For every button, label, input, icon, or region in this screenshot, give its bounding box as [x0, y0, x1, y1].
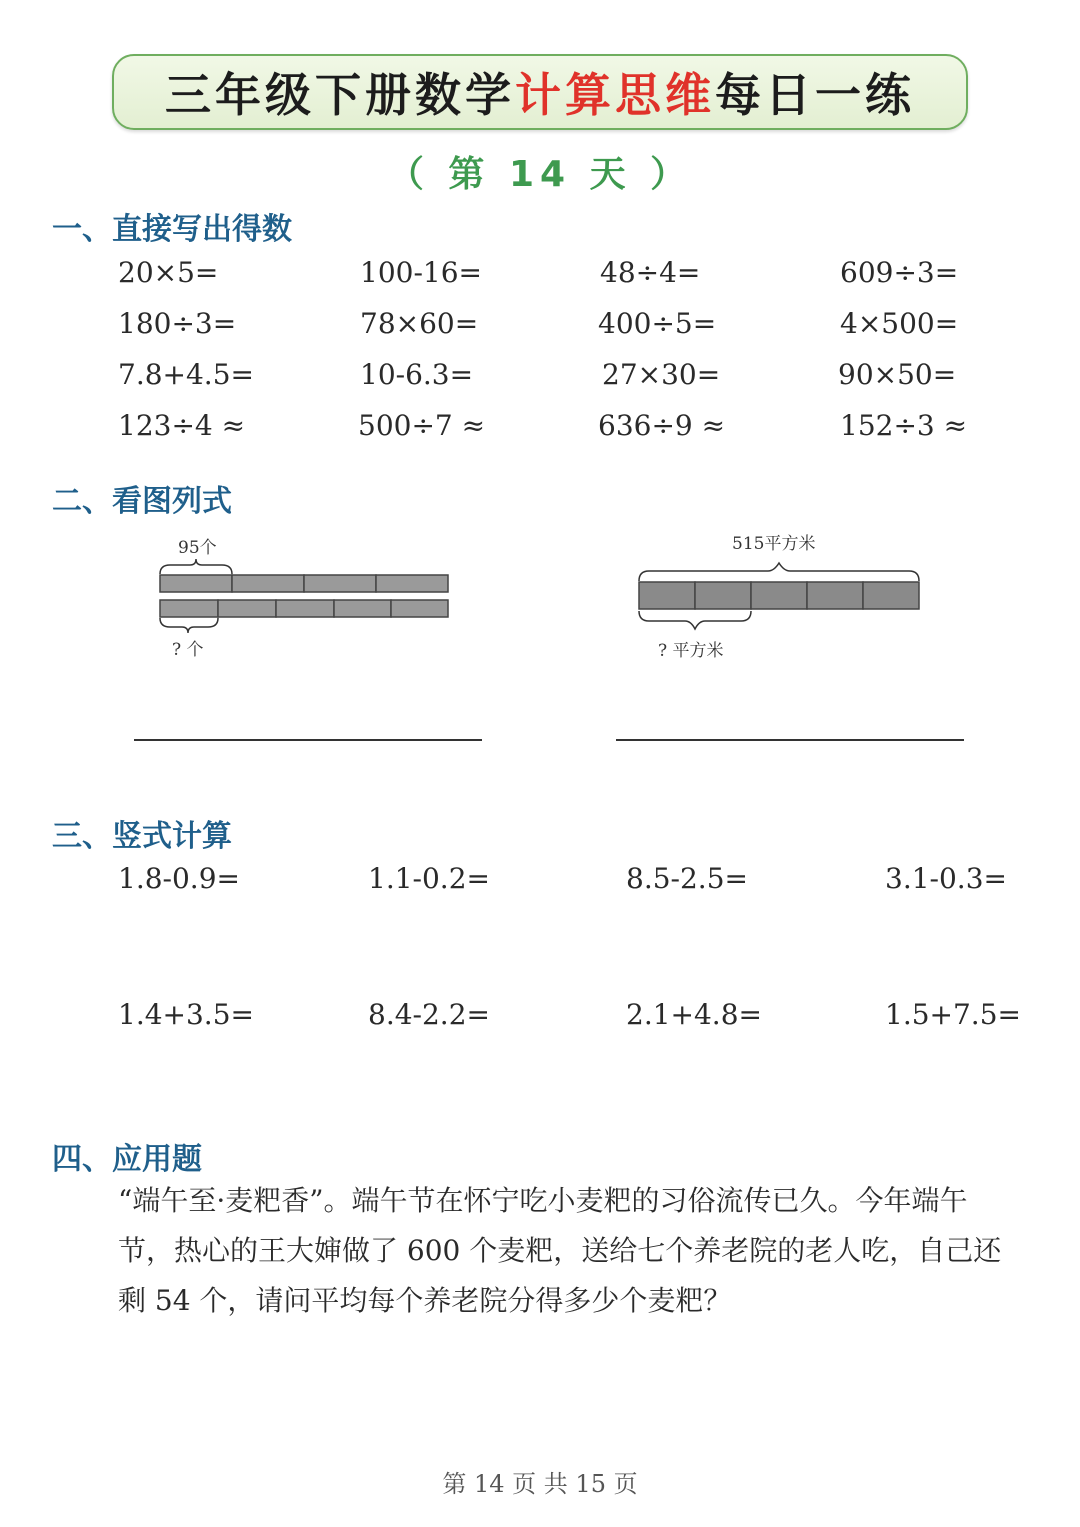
- bar-model-left: [150, 530, 460, 665]
- diagram-left-top-label: 95个: [178, 538, 217, 558]
- oral-item: 27×30=: [602, 358, 721, 391]
- oral-item: 123÷4 ≈: [118, 409, 246, 442]
- vertical-item: 8.4-2.2=: [368, 998, 490, 1031]
- diagram-right-bottom-label: ? 平方米: [658, 641, 724, 661]
- oral-item: 180÷3=: [118, 307, 237, 340]
- diagram-right-top-label: 515平方米: [732, 534, 816, 554]
- title-highlight: 计算思维: [515, 68, 715, 122]
- oral-item: 4×500=: [840, 307, 959, 340]
- word-problem: [118, 1176, 1033, 1326]
- oral-item: 152÷3 ≈: [840, 409, 968, 442]
- section-2-title: 二、看图列式: [52, 484, 232, 519]
- oral-item: 7.8+4.5=: [118, 358, 254, 391]
- oral-item: 20×5=: [118, 256, 219, 289]
- vertical-item: 1.5+7.5=: [885, 998, 1021, 1031]
- vertical-item: 1.4+3.5=: [118, 998, 254, 1031]
- diagram-left-bottom-label: ? 个: [172, 640, 204, 660]
- answer-line-right: [616, 739, 964, 741]
- vertical-item: 1.1-0.2=: [368, 862, 490, 895]
- word-problem-line-1: “端午至·麦粑香”。端午节在怀宁吃小麦粑的习俗流传已久。今年端午: [118, 1184, 968, 1217]
- word-problem-line-2: 节，热心的王大婶做了 600 个麦粑，送给七个养老院的老人吃，自己还: [118, 1234, 1002, 1267]
- vertical-item: 2.1+4.8=: [626, 998, 762, 1031]
- vertical-item: 1.8-0.9=: [118, 862, 240, 895]
- title-prefix: 三年级下册数学: [165, 68, 515, 122]
- answer-line-left: [134, 739, 482, 741]
- oral-item: 48÷4=: [600, 256, 701, 289]
- day-label: （ 第 14 天 ）: [387, 154, 693, 195]
- page-number: 第 14 页 共 15 页: [442, 1470, 638, 1498]
- page-title-banner: [112, 54, 968, 130]
- vertical-item: 8.5-2.5=: [626, 862, 748, 895]
- section-4-title: 四、应用题: [52, 1142, 202, 1177]
- section-3-title: 三、竖式计算: [52, 819, 232, 854]
- oral-item: 609÷3=: [840, 256, 959, 289]
- oral-item: 10-6.3=: [360, 358, 474, 391]
- oral-item: 500÷7 ≈: [358, 409, 486, 442]
- oral-item: 400÷5=: [598, 307, 717, 340]
- oral-item: 100-16=: [360, 256, 482, 289]
- word-problem-line-3: 剩 54 个，请问平均每个养老院分得多少个麦粑？: [118, 1284, 732, 1317]
- oral-item: 636÷9 ≈: [598, 409, 726, 442]
- bar-model-right: [630, 525, 930, 665]
- vertical-item: 3.1-0.3=: [885, 862, 1007, 895]
- oral-item: 78×60=: [360, 307, 479, 340]
- oral-item: 90×50=: [838, 358, 957, 391]
- section-1-title: 一、直接写出得数: [52, 212, 292, 247]
- title-suffix: 每日一练: [715, 68, 915, 122]
